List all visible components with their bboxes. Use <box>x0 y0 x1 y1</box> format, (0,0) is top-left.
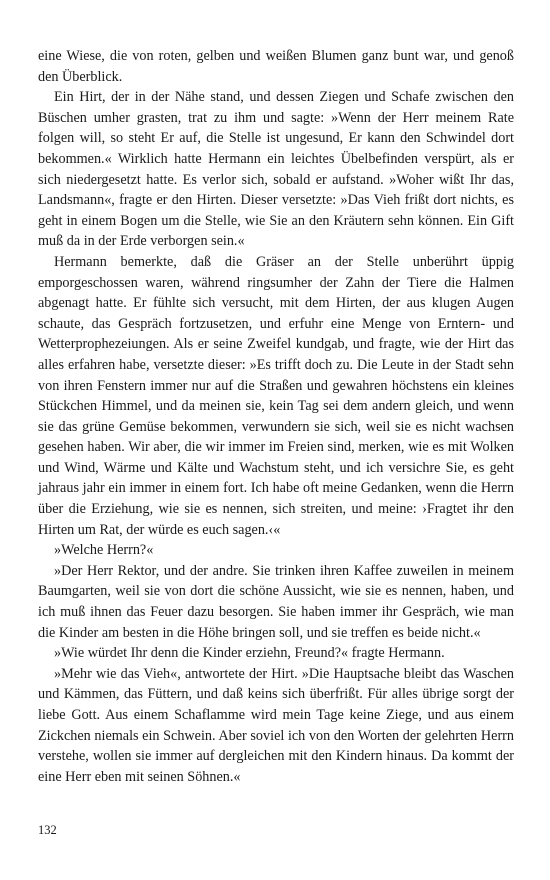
paragraph: eine Wiese, die von roten, gelben und weißen Blumen ganz bunt war, und genoß den Überblick. <box>38 48 514 85</box>
paragraph: »Wie würdet Ihr denn die Kinder erziehn, Freund?« fragte Hermann. <box>54 645 445 662</box>
paragraph: Hermann bemerkte, daß die Gräser an der Stelle unberührt üppig emporgeschossen waren, während ringsumher der Zahn der Tiere die Halmen abgenagt hatte. Er fühlte sich versucht, mit dem Hirten, der aus klugen Augen schaute, das Gespräch fortzusetzen, und erfuhr eine Menge von Erntern- und Wetterprophezeiungen. Als er seine Zweifel kundgab, und fragte, wie der Hirt das alles erfahren habe, versetzte dieser: »Es trifft doch zu. Die Leute in der Stadt sehn von ihren Fenstern immer nur auf die Straßen und gewahren höchstens ein kleines Stückchen Himmel, und da meinen sie, kein Tag sei dem andern gleich, und wenn sie das grüne Gemüse bekommen, verwundern sie sich, weil sie es nicht wachsen gesehen haben. Wir aber, die wir immer im Freien sind, merken, wie es mit Wolken und Wind, Wärme und Kälte und Wachstum steht, und ich versichre Sie, es geht jahraus jahr ein immer in einem fort. Ich habe oft meine Gedanken, wenn die Herrn über die Erziehung, wie sie es nennen, sich streiten, und meine: ›Fragtet ihr den Hirten um Rat, der würde es euch sagen.‹« <box>38 253 514 538</box>
paragraph: Ein Hirt, der in der Nähe stand, und dessen Ziegen und Schafe zwischen den Büschen umher grasten, trat zu ihm und sagte: »Wenn der Herr meinem Rate folgen will, so steht Er auf, die Stelle ist ungesund, Er kann den Schwindel dort bekommen.« Wirklich hatte Hermann ein leichtes Übelbefinden verspürt, als er sich niedergesetzt hatte. Es verlor sich, sobald er aufstand. »Woher wißt Ihr das, Landsmann«, fragte er den Hirten. Dieser versetzte: »Das Vieh frißt dort nichts, es geht in einem Bogen um die Stelle, wie Sie an den Kräutern sehn können. Ein Gift muß da in der Erde verborgen sein.« <box>38 89 514 250</box>
paragraph: »Mehr wie das Vieh«, antwortete der Hirt. »Die Hauptsache bleibt das Waschen und Kämmen, das Füttern, und daß keins sich überfrißt. Für alles übrige sorgt der liebe Gott. Aus einem Schaflamme wird mein Tage keine Ziege, und aus einem Zickchen niemals ein Schwein. Aber soviel ich von den Worten der gelehrten Herrn verstehe, wollen sie immer auf dergleichen mit den Kindern hinaus. Da kommt der eine Herr eben mit seinen Söhnen.« <box>38 665 514 785</box>
page-body <box>38 46 514 787</box>
paragraph: »Welche Herrn?« <box>54 542 154 559</box>
paragraph: »Der Herr Rektor, und der andre. Sie trinken ihren Kaffee zuweilen in meinem Baumgarten, weil sie von dort die schöne Aussicht, wie sie es nennen, haben, und ich muß ihnen das Feuer dazu besorgen. Sie haben immer ihr Gespräch, wie man die Kinder am besten in die Höhe bringen soll, und sie treffen es beide nicht.« <box>38 562 514 641</box>
page-number: 132 <box>38 823 57 837</box>
